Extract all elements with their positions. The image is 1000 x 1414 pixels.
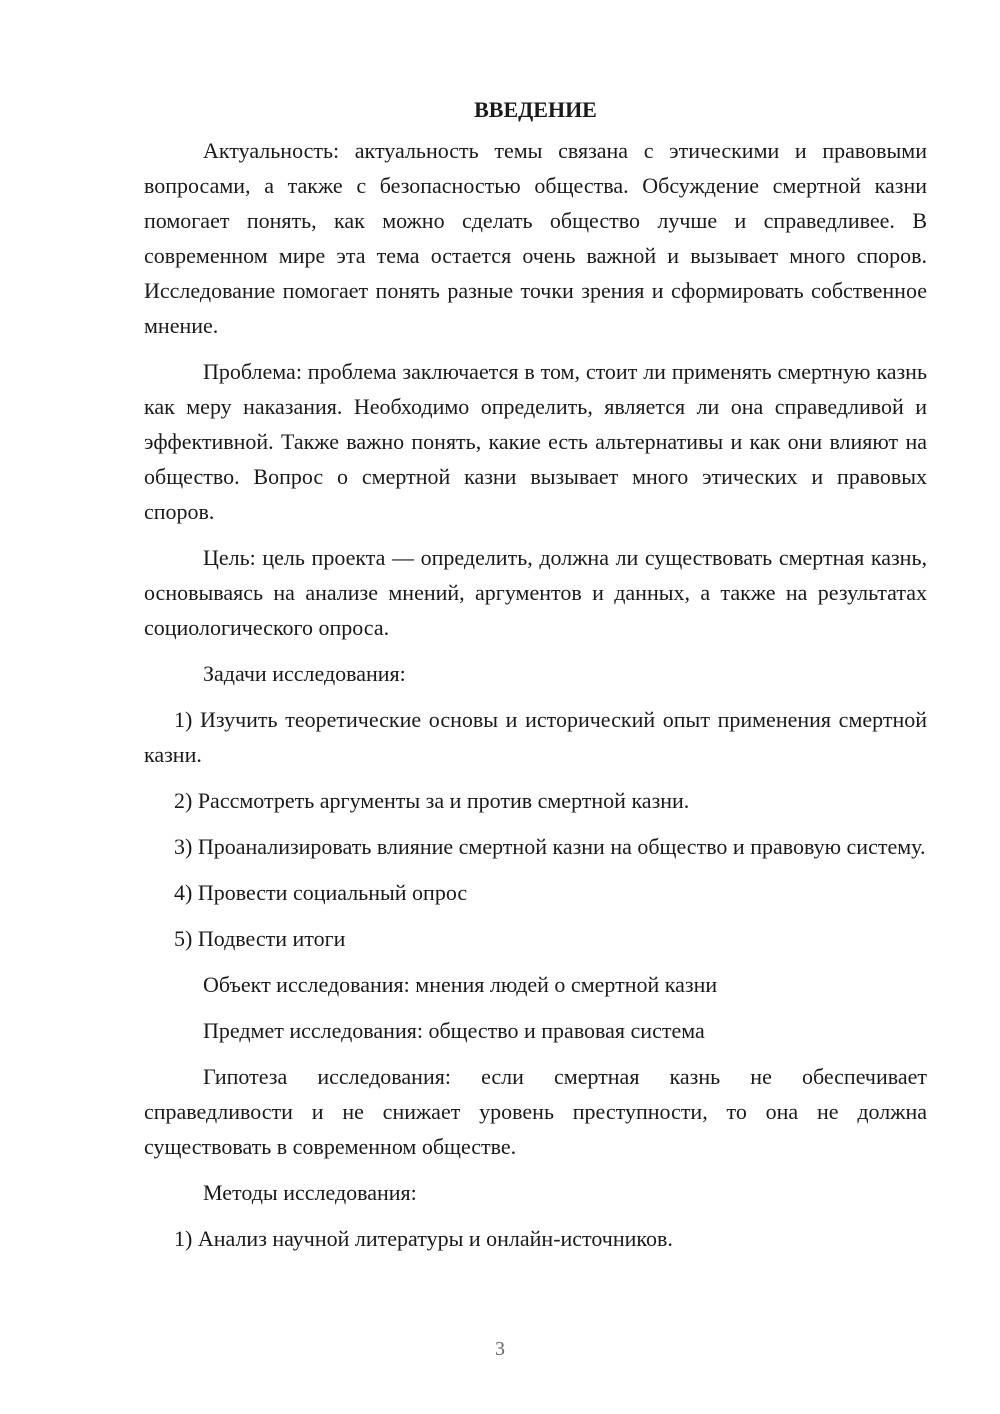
paragraph-goal: Цель: цель проекта — определить, должна ли существовать смертная казнь, основываясь на анализе мнений, аргументов и данных, а также на результатах социологического опроса. xyxy=(144,545,927,640)
list-item-task-2: 2) Рассмотреть аргументы за и против смертной казни. xyxy=(174,788,690,813)
list-item-task-1: 1) Изучить теоретические основы и исторический опыт применения смертной казни. xyxy=(144,707,927,767)
paragraph-subject: Предмет исследования: общество и правовая система xyxy=(203,1018,705,1043)
page-content xyxy=(144,92,927,1256)
paragraph-problem: Проблема: проблема заключается в том, стоит ли применять смертную казнь как меру наказания. Необходимо определить, является ли она справедливой и эффективной. Также важно понять, какие есть альтернативы и как они влияют на общество. Вопрос о смертной казни вызывает много этических и правовых споров. xyxy=(144,359,927,524)
paragraph-tasks-heading: Задачи исследования: xyxy=(203,661,406,686)
list-item-task-3: 3) Проанализировать влияние смертной казни на общество и правовую систему. xyxy=(174,834,926,859)
list-item-method-1: 1) Анализ научной литературы и онлайн-источников. xyxy=(174,1226,673,1251)
list-item-task-5: 5) Подвести итоги xyxy=(174,926,346,951)
page-number: 3 xyxy=(495,1338,505,1360)
list-item-task-4: 4) Провести социальный опрос xyxy=(174,880,468,905)
paragraph-methods-heading: Методы исследования: xyxy=(203,1180,417,1205)
section-title: ВВЕДЕНИЕ xyxy=(474,97,597,122)
paragraph-relevance: Актуальность: актуальность темы связана с этическими и правовыми вопросами, а также с безопасностью общества. Обсуждение смертной казни помогает понять, как можно сделать общество лучше и справедливее. В современном мире эта тема остается очень важной и вызывает много споров. Исследование помогает понять разные точки зрения и сформировать собственное мнение. xyxy=(144,138,927,338)
paragraph-object: Объект исследования: мнения людей о смертной казни xyxy=(203,972,718,997)
paragraph-hypothesis: Гипотеза исследования: если смертная казнь не обеспечивает справедливости и не снижает уровень преступности, то она не должна существовать в современном обществе. xyxy=(144,1064,927,1159)
